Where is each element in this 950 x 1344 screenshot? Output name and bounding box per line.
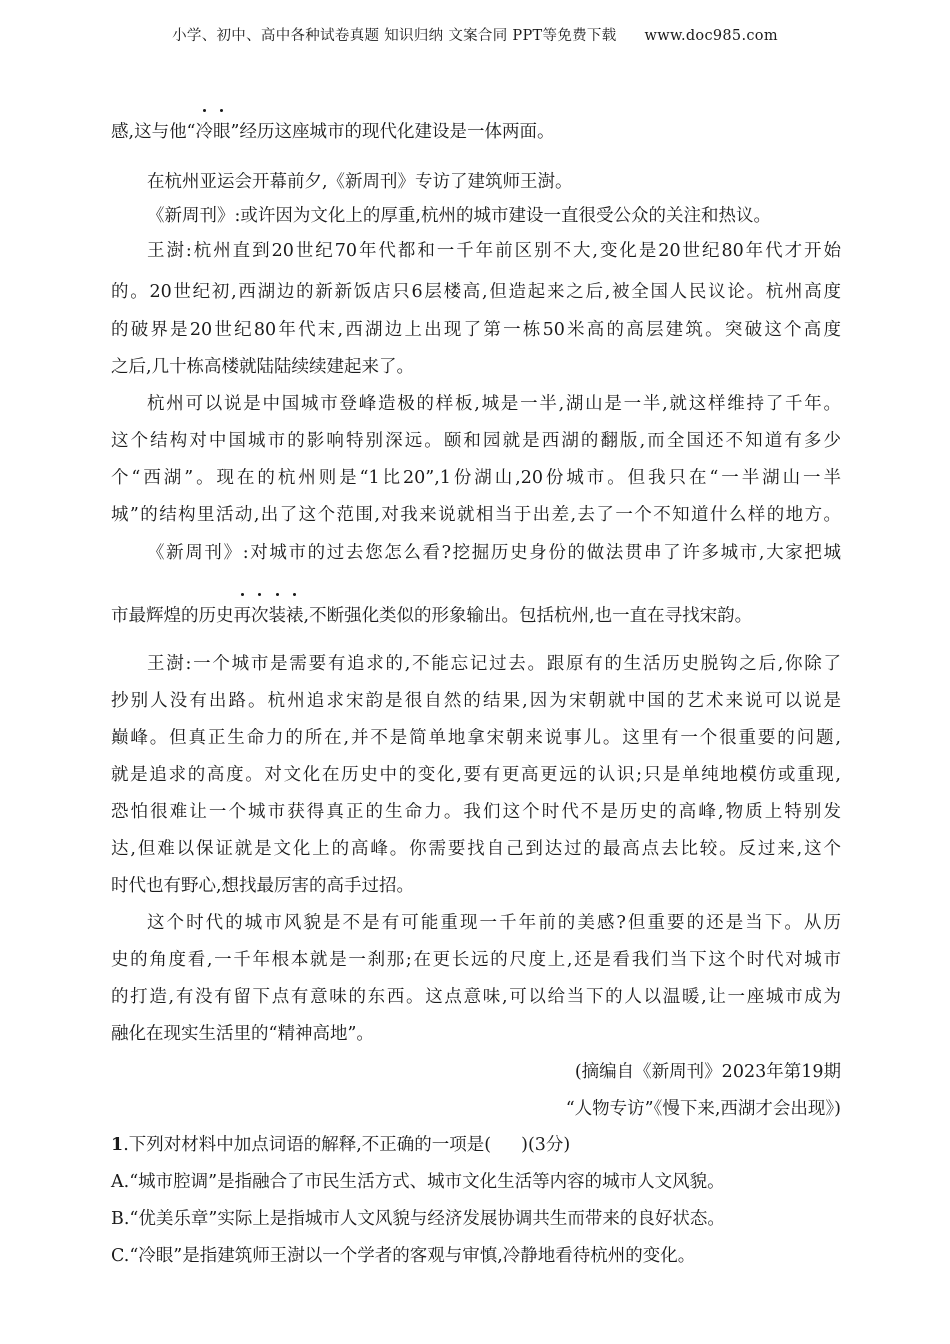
text-line: 感,这与他“冷眼”经历这座城市的现代化建设是一体两面。 [111, 122, 555, 142]
text-line: 《新周刊》:或许因为文化上的厚重,杭州的城市建设一直很受公众的关注和热议。 [147, 206, 771, 226]
text-line: 达,但难以保证就是文化上的高峰。你需要找自己到达过的最高点去比较。反过来,这个 [111, 839, 841, 859]
text-line: 这个结构对中国城市的影响特别深远。颐和园就是西湖的翻版,而全国还不知道有多少 [111, 431, 841, 451]
text-line: 的破界是20世纪80年代末,西湖边上出现了第一栋50米高的高层建筑。突破这个高度 [111, 320, 841, 340]
emphasis-dot-char: 裱 [286, 606, 304, 626]
text-line: 史的角度看,一千年根本就是一刹那;在更长远的尺度上,还是看我们当下这个时代对城市 [111, 950, 841, 970]
emphasis-dot-char: 装 [268, 606, 286, 626]
question-stem: 1.下列对材料中加点词语的解释,不正确的一项是( )(3分) [111, 1135, 571, 1155]
text-line: 城”的结构里活动,出了这个范围,对我来说就相当于出差,去了一个不知道什么样的地方。 [111, 505, 841, 525]
page-header [0, 24, 950, 45]
text-line: 之后,几十栋高楼就陆陆续续建起来了。 [111, 357, 415, 377]
text-line: 市最辉煌的历史再次装裱,不断强化类似的形象输出。包括杭州,也一直在寻找宋韵。 [111, 606, 753, 626]
text-line: 的。20世纪初,西湖边的新新饭店只6层楼高,但造起来之后,被全国人民议论。杭州高度 [111, 282, 841, 302]
text-line: 巅峰。但真正生命力的所在,并不是简单地拿宋朝来说事儿。这里有一个很重要的问题, [111, 728, 841, 748]
emphasis-dot-char: 次 [251, 606, 269, 626]
text-line: 就是追求的高度。对文化在历史中的变化,要有更高更远的认识;只是单纯地模仿或重现, [111, 765, 841, 785]
header-text: 小学、初中、高中各种试卷真题 知识归纳 文案合同 PPT等免费下载 [172, 28, 617, 44]
text-line: 王澍:一个城市是需要有追求的,不能忘记过去。跟原有的生活历史脱钩之后,你除了 [147, 654, 841, 674]
source-citation: “人物专访”《慢下来,西湖才会出现》) [565, 1099, 841, 1119]
text-line: 这个时代的城市风貌是不是有可能重现一千年前的美感?但重要的还是当下。从历 [147, 913, 841, 933]
question-option[interactable]: B.“优美乐章”实际上是指城市人文风貌与经济发展协调共生而带来的良好状态。 [111, 1209, 725, 1229]
text-line: 的打造,有没有留下点有意味的东西。这点意味,可以给当下的人以温暖,让一座城市成为 [111, 987, 841, 1007]
text-line: 时代也有野心,想找最厉害的高手过招。 [111, 876, 415, 896]
question-number: 1 [111, 1135, 124, 1155]
text-line: 抄别人没有出路。杭州追求宋韵是很自然的结果,因为宋朝就中国的艺术来说可以说是 [111, 691, 841, 711]
text-line: 杭州可以说是中国城市登峰造极的样板,城是一半,湖山是一半,就这样维持了千年。 [147, 394, 841, 414]
question-option[interactable]: A.“城市腔调”是指融合了市民生活方式、城市文化生活等内容的城市人文风貌。 [111, 1172, 725, 1192]
emphasis-dot-char: 冷 [195, 122, 214, 142]
question-option[interactable]: C.“冷眼”是指建筑师王澍以一个学者的客观与审慎,冷静地看待杭州的变化。 [111, 1246, 696, 1266]
text-line: 《新周刊》:对城市的过去您怎么看?挖掘历史身份的做法贯串了许多城市,大家把城 [147, 543, 841, 563]
emphasis-dot-char: 再 [233, 606, 251, 626]
text-line: 融化在现实生活里的“精神高地”。 [111, 1024, 374, 1044]
source-citation: (摘编自《新周刊》2023年第19期 [574, 1062, 841, 1082]
header-url[interactable]: www.doc985.com [644, 28, 778, 44]
emphasis-dot-char: 眼 [213, 122, 231, 142]
text-line: 个“西湖”。现在的杭州则是“1比20”,1份湖山,20份城市。但我只在“一半湖山一半 [111, 468, 841, 488]
text-line: 恐怕很难让一个城市获得真正的生命力。我们这个时代不是历史的高峰,物质上特别发 [111, 802, 841, 822]
text-line: 在杭州亚运会开幕前夕,《新周刊》专访了建筑师王澍。 [147, 172, 573, 192]
text-line: 王澍:杭州直到20世纪70年代都和一千年前区别不大,变化是20世纪80年代才开始 [147, 241, 841, 261]
